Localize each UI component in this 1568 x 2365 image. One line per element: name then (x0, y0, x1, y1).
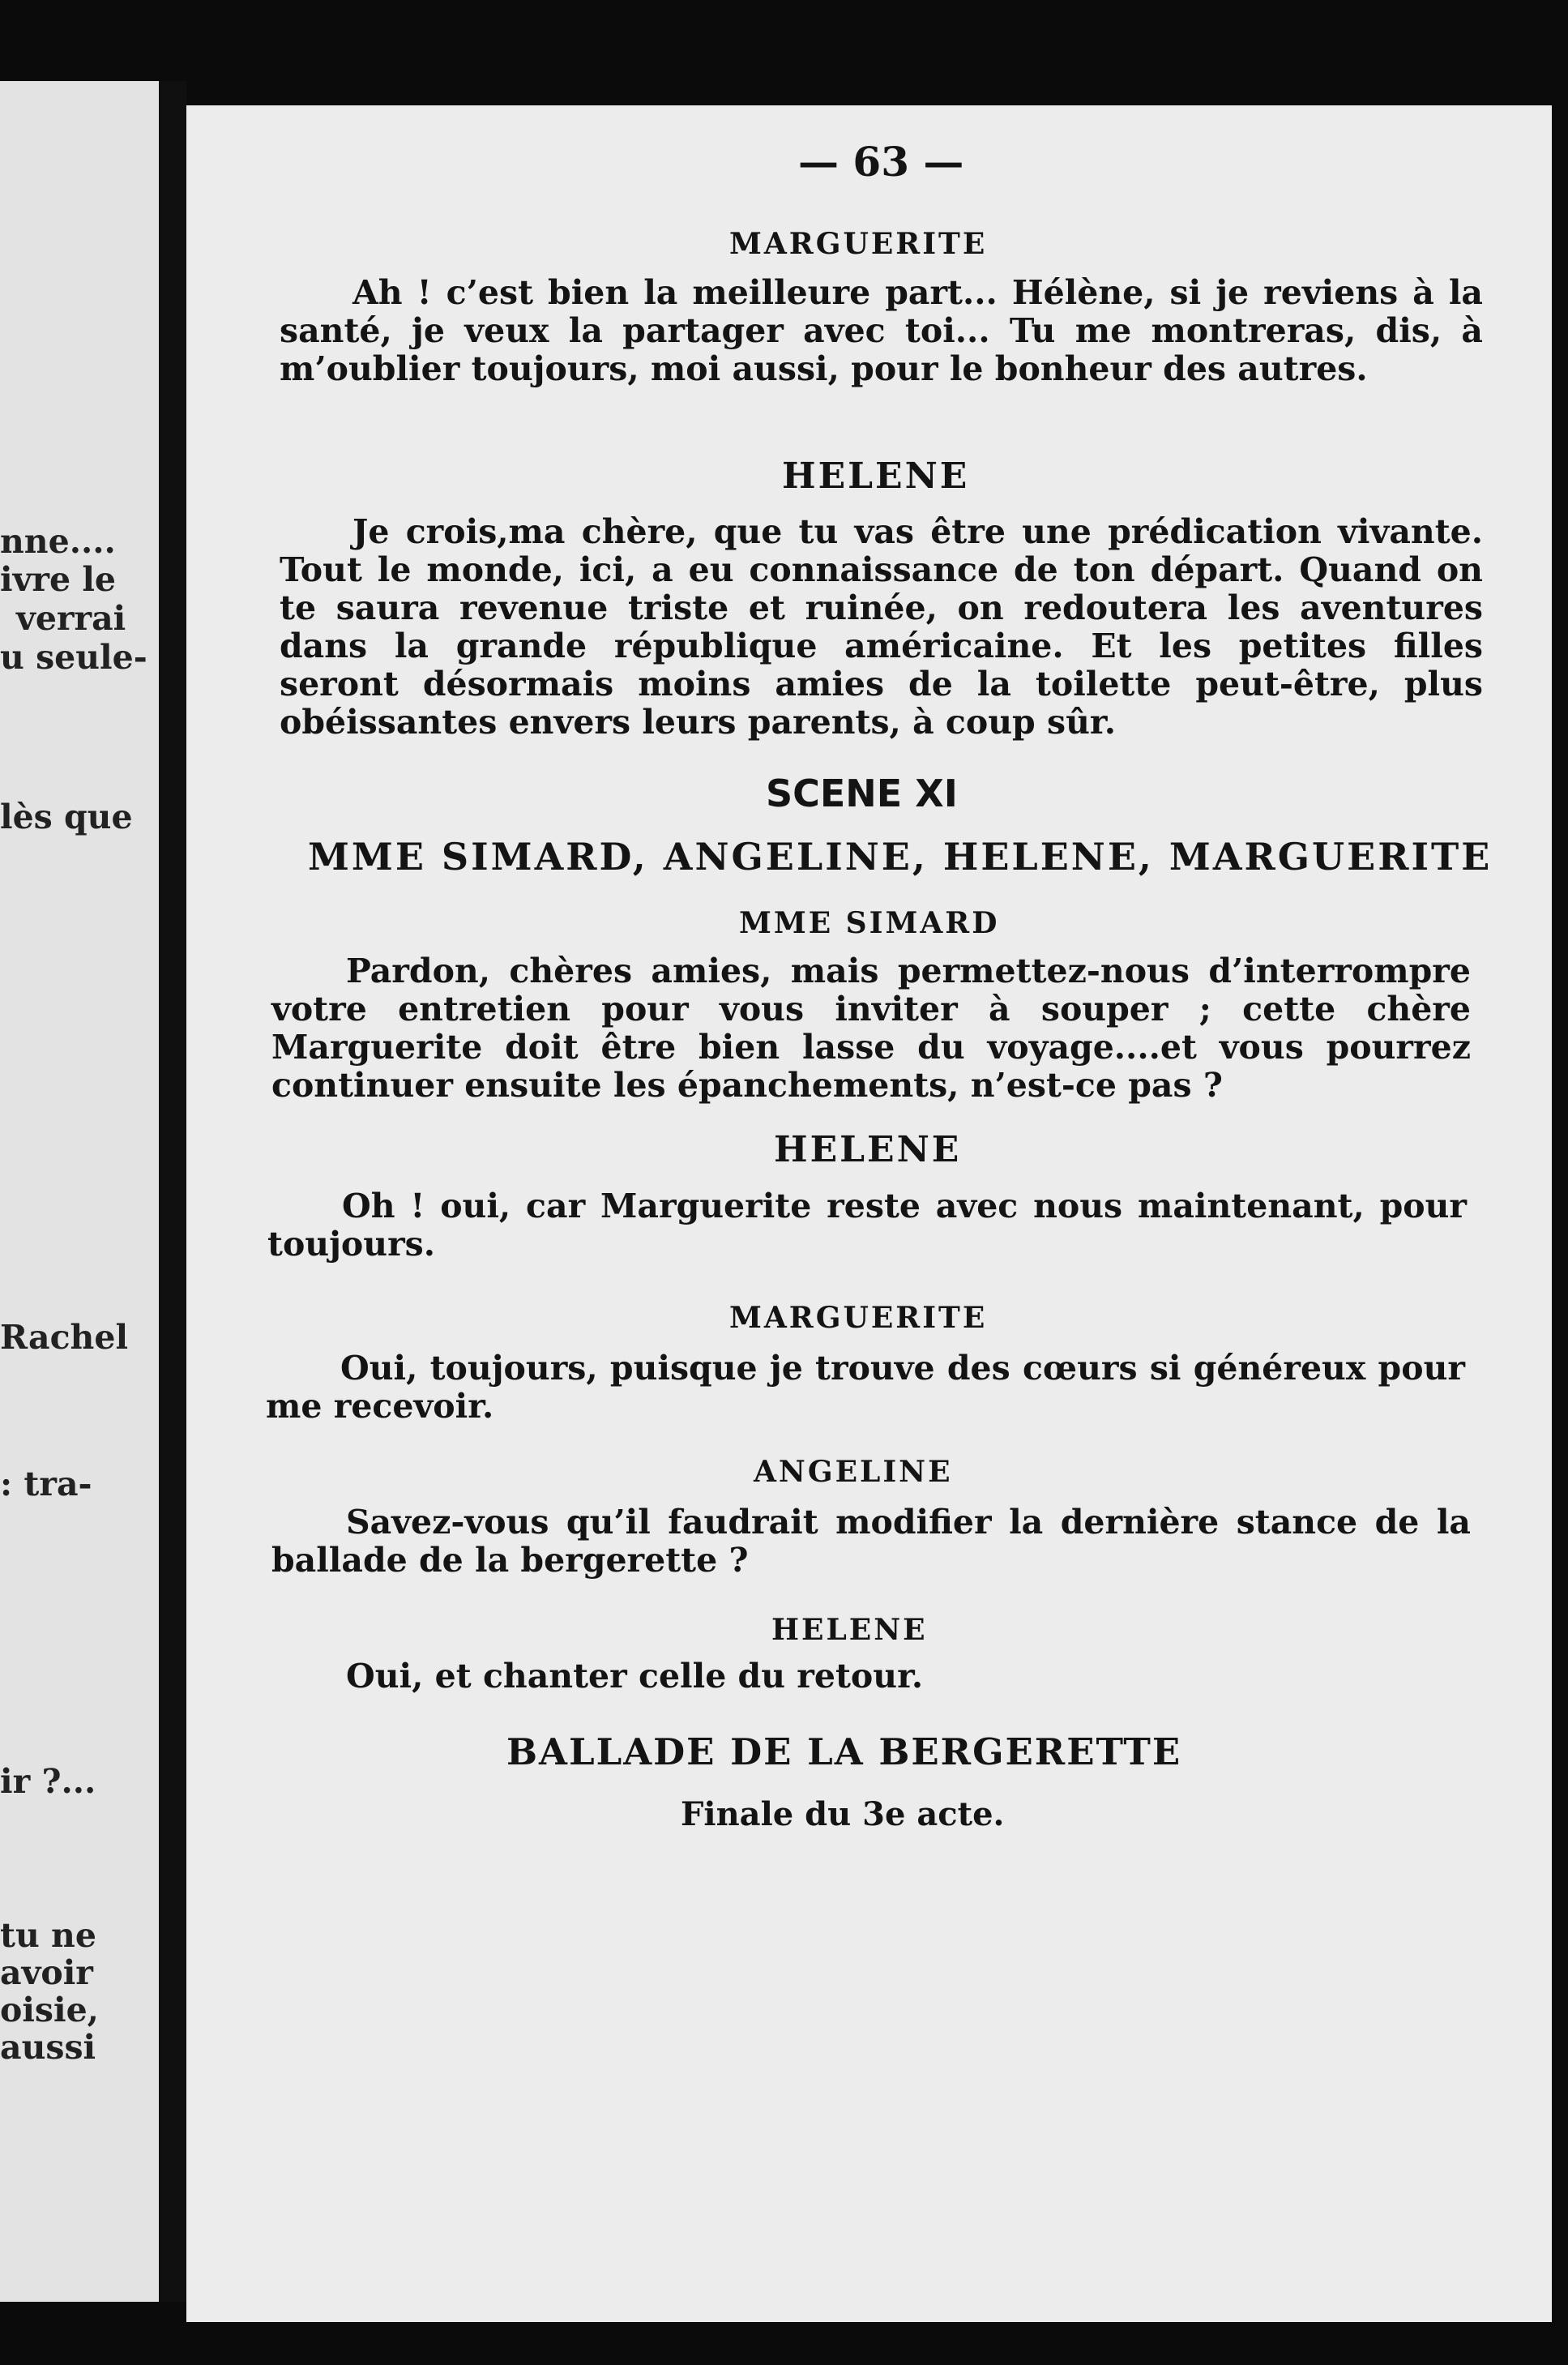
left-page-line: ir ?... (0, 1762, 96, 1801)
dialogue-paragraph: Oui, et chanter celle du retour. (346, 1657, 924, 1696)
left-page-line: aussi (0, 2028, 96, 2067)
scene-title: SCENE XI (766, 772, 958, 815)
dialogue-paragraph: Oh ! oui, car Marguerite reste avec nous maintenant, pour toujours. (267, 1187, 1467, 1264)
left-page-line: Rachel (0, 1318, 129, 1357)
speaker-name: MARGUERITE (729, 1301, 988, 1335)
left-page-line: oisie, (0, 1991, 99, 2029)
left-page-line: tu ne (0, 1916, 96, 1955)
ballade-title: BALLADE DE LA BERGERETTE (506, 1730, 1182, 1773)
dialogue-paragraph: Oui, toujours, puisque je trouve des cœurs si généreux pour me recevoir. (266, 1349, 1465, 1426)
book-gutter (159, 81, 186, 2302)
left-page-line: : tra- (0, 1465, 92, 1503)
ballade-subtitle: Finale du 3e acte. (681, 1795, 1005, 1833)
speaker-name: MME SIMARD (739, 906, 1000, 940)
dialogue-paragraph: Ah ! c’est bien la meilleure part... Hélène, si je reviens à la santé, je veux la partager avec toi... Tu me montreras, dis, à m’oublier toujours, moi aussi, pour le bonheur des autres. (280, 273, 1483, 388)
left-page-line: nne.... (0, 522, 116, 561)
left-page-line: verrai (16, 599, 126, 638)
speaker-name: HELENE (774, 1129, 962, 1170)
speaker-name: ANGELINE (754, 1455, 953, 1489)
left-page-line: u seule- (0, 638, 147, 677)
dialogue-paragraph: Je crois,ma chère, que tu vas être une prédication vivante. Tout le monde, ici, a eu connaissance de ton départ. Quand on te saura revenue triste et ruinée, on redoutera les aventures dans la grande république américaine. Et les petites filles seront désormais moins amies de la toilette peut-être, plus obéissantes envers leurs parents, à coup sûr. (280, 512, 1483, 742)
dialogue-paragraph: Savez-vous qu’il faudrait modifier la dernière stance de la ballade de la bergerette ? (271, 1503, 1471, 1580)
speaker-name: HELENE (782, 455, 970, 497)
speaker-name: HELENE (771, 1613, 928, 1647)
left-page-line: lès que (0, 798, 133, 836)
left-page-line: avoir (0, 1953, 93, 1992)
book-page (186, 105, 1552, 2322)
page-number: — 63 — (798, 138, 964, 186)
left-page-line: ivre le (0, 560, 117, 599)
scene-cast: MME SIMARD, ANGELINE, HELENE, MARGUERITE (308, 835, 1493, 879)
left-page-fragment (0, 81, 159, 2302)
dialogue-paragraph: Pardon, chères amies, mais permettez-nous d’interrompre votre entretien pour vous inviter à souper ; cette chère Marguerite doit être bien lasse du voyage....et vous pourrez continuer ensuite les épanchements, n’est-ce pas ? (271, 952, 1471, 1105)
speaker-name: MARGUERITE (729, 227, 988, 261)
